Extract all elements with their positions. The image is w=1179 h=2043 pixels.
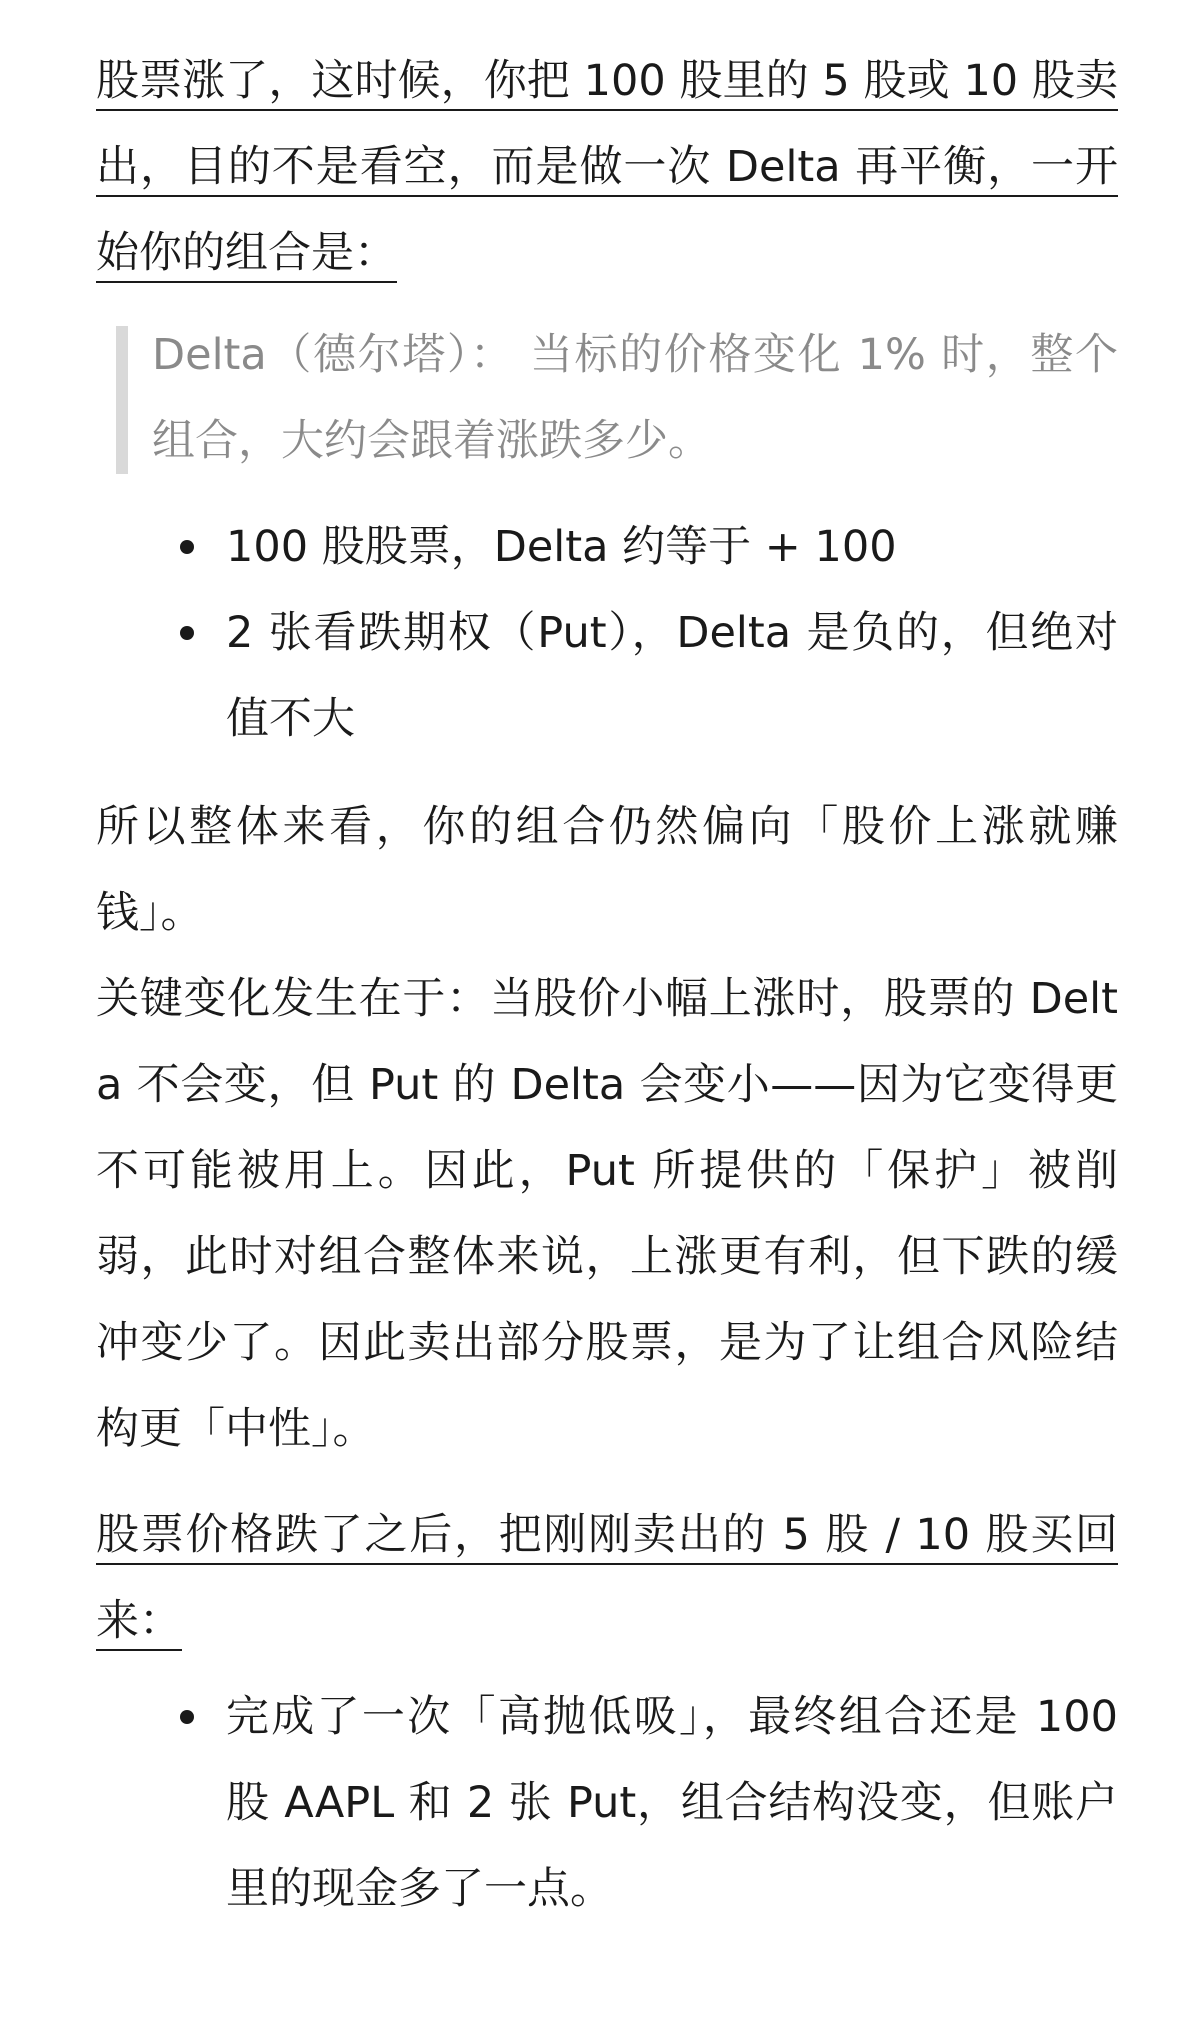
bullet-list-result [96, 1674, 1118, 1932]
underlined-text: 股票涨了，这时候，你把 100 股里的 5 股或 10 股卖出，目的不是看空，而是做一次 Delta 再平衡，一开始你的组合是： [96, 56, 1118, 278]
paragraph-rebalance-intro [96, 38, 1118, 296]
list-item-text: 完成了一次「高抛低吸」，最终组合还是 100 股 AAPL 和 2 张 Put，组合结构没变，但账户里的现金多了一点。 [226, 1692, 1118, 1914]
list-item [226, 590, 1118, 762]
list-item-text: 100 股股票，Delta 约等于 + 100 [226, 522, 897, 572]
delta-definition: Delta（德尔塔）： 当标的价格变化 1% 时，整个组合，大约会跟着涨跌多少。 [152, 330, 1118, 466]
paragraph-key-change: 关键变化发生在于：当股价小幅上涨时，股票的 Delta 不会变，但 Put 的 Delta 会变小——因为它变得更不可能被用上。因此，Put 所提供的「保护」被削弱，此时对组合整体来说，上涨更有利，但下跌的缓冲变少了。因此卖出部分股票，是为了让组合风险结构更「中性」。 [96, 974, 1118, 1454]
list-item [226, 504, 1118, 590]
list-item [226, 1674, 1118, 1932]
bullet-icon [180, 540, 194, 554]
paragraph-overall-bias: 所以整体来看，你的组合仍然偏向「股价上涨就赚钱」。 [96, 802, 1118, 938]
article-body [96, 38, 1118, 1954]
bullet-list-portfolio [96, 504, 1118, 762]
bullet-icon [180, 626, 194, 640]
underlined-text: 股票价格跌了之后，把刚刚卖出的 5 股 / 10 股买回来： [96, 1510, 1118, 1646]
blockquote [116, 312, 1118, 484]
list-item-text: 2 张看跌期权（Put），Delta 是负的，但绝对值不大 [226, 608, 1118, 744]
paragraph-buy-back [96, 1492, 1118, 1664]
bullet-icon [180, 1710, 194, 1724]
blockquote-bar [116, 326, 128, 474]
